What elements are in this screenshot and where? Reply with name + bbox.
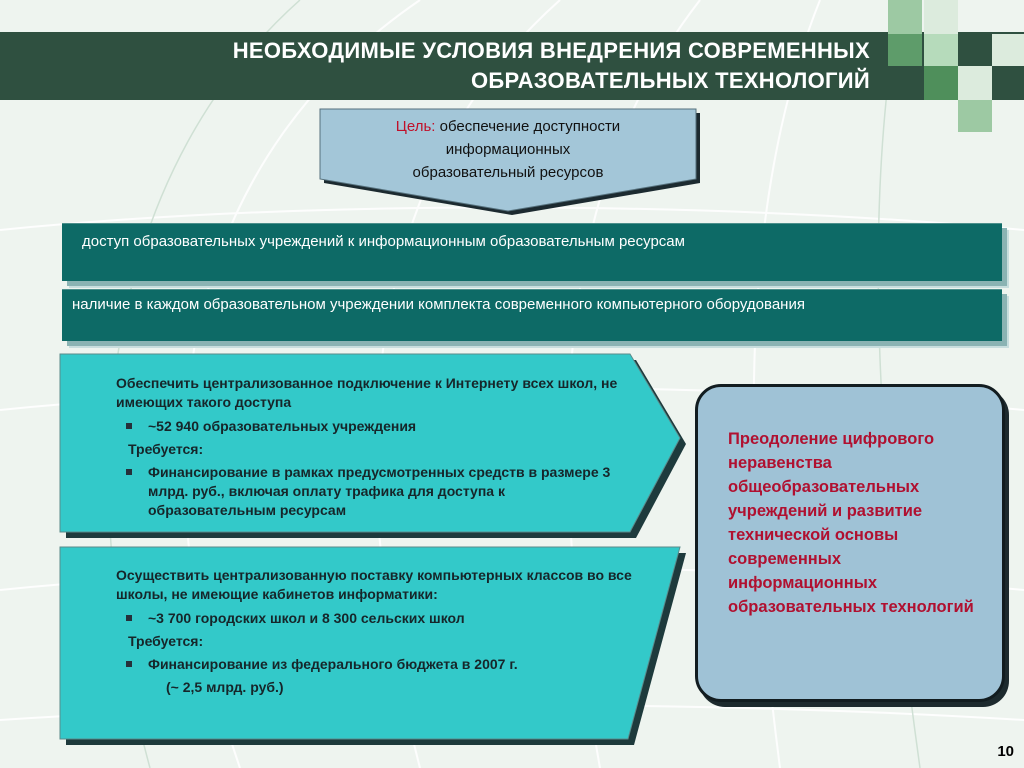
goal-line-1: обеспечение доступности [439, 118, 621, 135]
internet-block-required: Требуется: [128, 441, 204, 457]
internet-block-lead: Обеспечить централизованное подключение к Интернету всех школ, не имеющих такого доступа [116, 375, 618, 410]
goal-label: Цель: [395, 118, 436, 135]
goal-line-3: образовательный ресурсов [412, 164, 604, 181]
title-line-2: ОБРАЗОВАТЕЛЬНЫХ ТЕХНОЛОГИЙ [471, 68, 870, 93]
computer-block-lead: Осуществить централизованную поставку компьютерных классов во все школы, не имеющие кабинетов информатики: [116, 567, 632, 602]
bullet-square-icon [126, 423, 132, 429]
decor-square [924, 34, 958, 66]
decor-square [992, 34, 1024, 66]
computer-block-item [116, 655, 646, 674]
title-line-1: НЕОБХОДИМЫЕ УСЛОВИЯ ВНЕДРЕНИЯ СОВРЕМЕННЫХ [232, 38, 870, 63]
computer-block-sub: (~ 2,5 млрд. руб.) [166, 679, 284, 695]
computer-block-item-text: Финансирование из федерального бюджета в 2007 г. [148, 656, 518, 672]
bullet-square-icon [126, 469, 132, 475]
condition-bar-access: доступ образовательных учреждений к информационным образовательным ресурсам [62, 223, 1002, 281]
decor-square [888, 0, 922, 34]
decor-square [924, 0, 958, 34]
bullet-square-icon [126, 661, 132, 667]
digital-divide-text: Преодоление цифрового неравенства общеобразовательных учреждений и развитие технической основы современных информационных образовательных технологий [728, 430, 974, 616]
computer-block-item [116, 609, 646, 628]
decor-square [958, 66, 992, 100]
internet-block [116, 374, 636, 524]
goal-text [328, 115, 688, 184]
computer-block [116, 566, 646, 697]
internet-block-item [116, 417, 636, 436]
goal-line-2: информационных [445, 141, 571, 158]
computer-block-item-text: ~3 700 городских школ и 8 300 сельских школ [148, 610, 465, 626]
internet-block-item-text: ~52 940 образовательных учреждения [148, 418, 417, 434]
condition-bar-equipment: наличие в каждом образовательном учреждении комплекта современного компьютерного оборудования [62, 289, 1002, 341]
page-number: 10 [997, 743, 1014, 760]
decor-square [924, 66, 958, 100]
page-title [0, 36, 870, 96]
internet-block-item [116, 463, 636, 520]
internet-block-item-text: Финансирование в рамках предусмотренных средств в размере 3 млрд. руб., включая оплату трафика для доступа к образовательным ресурсам [148, 464, 611, 518]
decor-square [958, 100, 992, 132]
computer-block-required: Требуется: [128, 633, 204, 649]
bullet-square-icon [126, 615, 132, 621]
decor-square [888, 34, 922, 66]
